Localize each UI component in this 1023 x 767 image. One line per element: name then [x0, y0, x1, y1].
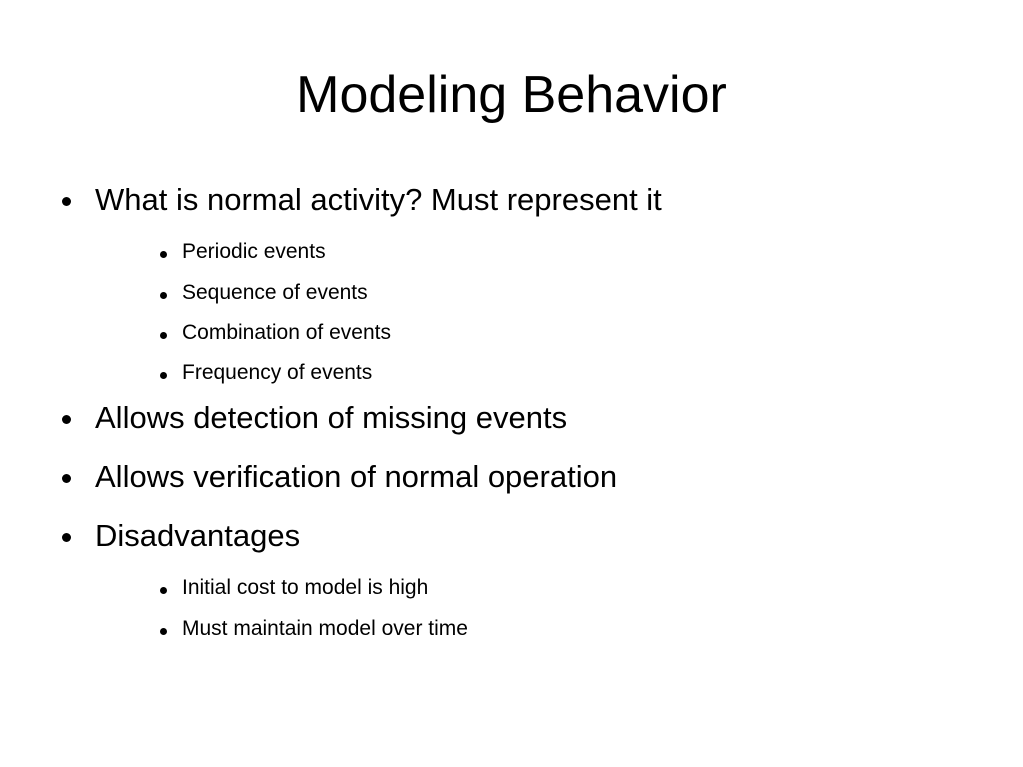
bullet-text: Allows detection of missing events	[95, 400, 568, 435]
sub-bullet-text: Combination of events	[182, 321, 391, 344]
bullet-text: Allows verification of normal operation	[95, 459, 618, 494]
bullet-dot-icon	[160, 292, 167, 299]
bullet-dot-icon	[160, 332, 167, 339]
sub-bullet-text: Initial cost to model is high	[182, 576, 429, 599]
bullet-dot-icon	[160, 372, 167, 379]
bullet-dot-icon	[160, 587, 167, 594]
bullet-dot-icon	[62, 474, 71, 483]
slide-title: Modeling Behavior	[296, 66, 727, 124]
bullet-dot-icon	[160, 251, 167, 258]
sub-bullet-text: Frequency of events	[182, 361, 373, 384]
sub-bullet-text: Periodic events	[182, 240, 326, 263]
bullet-text: Disadvantages	[95, 518, 301, 553]
bullet-text: What is normal activity? Must represent it	[95, 182, 662, 217]
sub-bullet-text: Must maintain model over time	[182, 617, 468, 640]
bullet-dot-icon	[62, 197, 71, 206]
bullet-dot-icon	[62, 415, 71, 424]
bullet-dot-icon	[62, 533, 71, 542]
bullet-dot-icon	[160, 628, 167, 635]
sub-bullet-text: Sequence of events	[182, 281, 368, 304]
